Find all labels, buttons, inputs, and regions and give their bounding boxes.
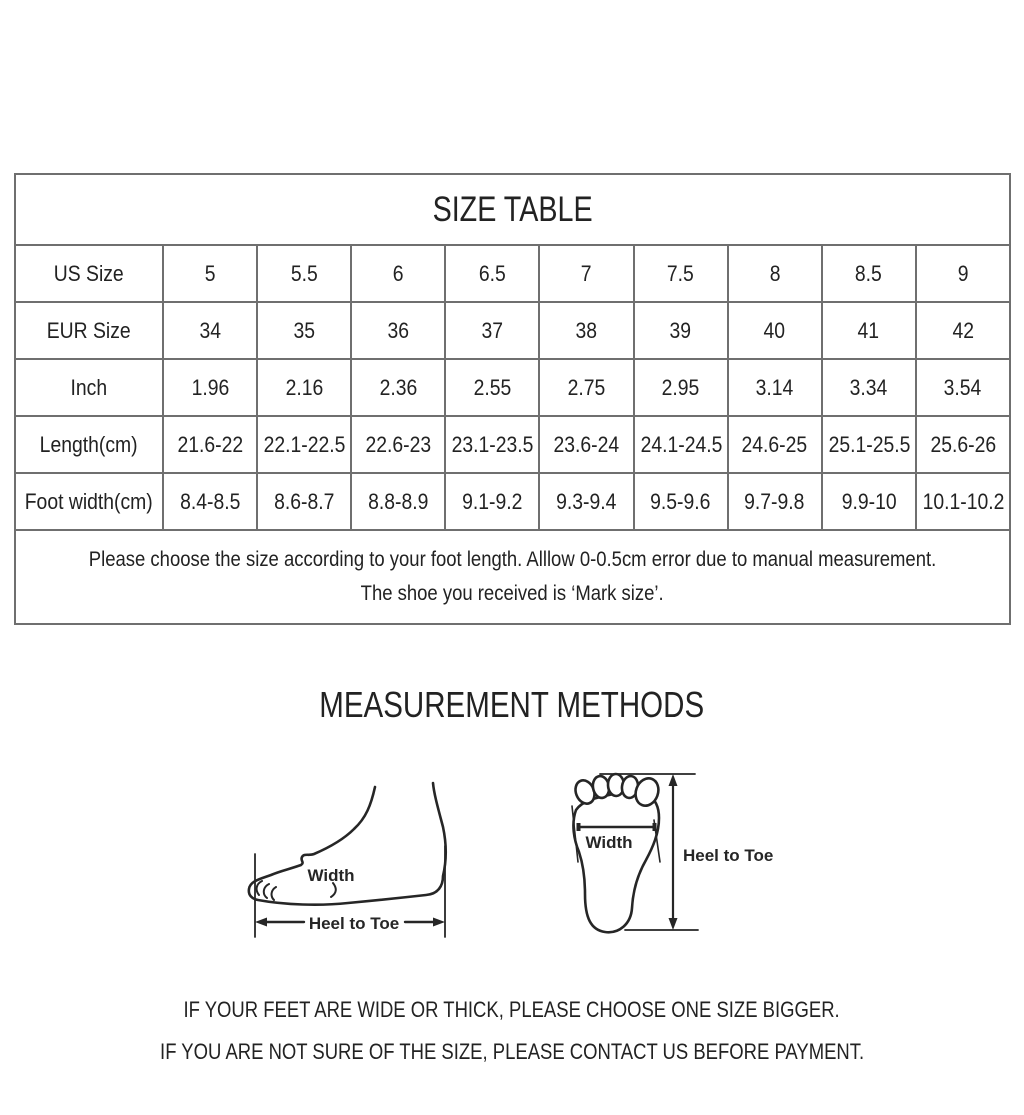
size-cell: 2.95	[634, 359, 728, 416]
size-cell: 3.34	[822, 359, 916, 416]
size-cell: 40	[728, 302, 822, 359]
size-cell: 8.4-8.5	[163, 473, 257, 530]
arrowhead-left	[255, 918, 267, 927]
size-table-note-row	[15, 530, 1010, 624]
row-label-eur-size: EUR Size	[15, 302, 163, 359]
row-label-foot-width: Foot width(cm)	[15, 473, 163, 530]
size-cell: 41	[822, 302, 916, 359]
size-cell: 10.1-10.2	[916, 473, 1010, 530]
arrowhead-down	[669, 918, 678, 930]
side-heel-to-toe-label: Heel to Toe	[308, 914, 400, 933]
size-cell: 23.1-23.5	[445, 416, 539, 473]
size-cell: 7.5	[634, 245, 728, 302]
size-cell: 1.96	[163, 359, 257, 416]
size-note	[15, 530, 1010, 624]
toe-lines	[257, 881, 276, 900]
size-cell: 2.16	[257, 359, 351, 416]
top-view-foot-diagram	[555, 748, 780, 958]
top-heel-to-toe-label: Heel to Toe	[683, 846, 774, 865]
footer-note-contact: IF YOU ARE NOT SURE OF THE SIZE, PLEASE CONTACT US BEFORE PAYMENT.	[159, 1039, 865, 1064]
footprint-outline	[572, 774, 662, 933]
size-cell: 35	[257, 302, 351, 359]
toes	[572, 774, 662, 809]
size-note-line-1: Please choose the size according to your foot length. Alllow 0-0.5cm error due to manual measurement.	[88, 548, 937, 571]
size-cell: 24.1-24.5	[634, 416, 728, 473]
size-table	[14, 173, 1011, 625]
size-table-title: SIZE TABLE	[15, 174, 1010, 245]
size-cell: 2.55	[445, 359, 539, 416]
size-cell: 9	[916, 245, 1010, 302]
table-row-eur-size	[15, 302, 1010, 359]
size-cell: 25.1-25.5	[822, 416, 916, 473]
size-cell: 7	[539, 245, 633, 302]
size-cell: 9.7-9.8	[728, 473, 822, 530]
size-cell: 9.5-9.6	[634, 473, 728, 530]
size-cell: 9.3-9.4	[539, 473, 633, 530]
size-cell: 8.5	[822, 245, 916, 302]
size-cell: 34	[163, 302, 257, 359]
size-cell: 38	[539, 302, 633, 359]
size-cell: 22.6-23	[351, 416, 445, 473]
size-table-title-row	[15, 174, 1010, 245]
size-cell: 36	[351, 302, 445, 359]
side-width-label: Width	[307, 866, 355, 885]
size-cell: 2.36	[351, 359, 445, 416]
size-cell: 23.6-24	[539, 416, 633, 473]
size-cell: 9.9-10	[822, 473, 916, 530]
table-row-us-size	[15, 245, 1010, 302]
size-cell: 3.54	[916, 359, 1010, 416]
table-row-length	[15, 416, 1010, 473]
side-view-foot-diagram	[240, 748, 470, 948]
row-label-length: Length(cm)	[15, 416, 163, 473]
size-cell: 8	[728, 245, 822, 302]
size-cell: 8.6-8.7	[257, 473, 351, 530]
arrowhead-up	[669, 774, 678, 786]
measurement-methods-title: MEASUREMENT METHODS	[319, 684, 705, 725]
size-cell: 6	[351, 245, 445, 302]
row-label-us-size: US Size	[15, 245, 163, 302]
size-cell: 37	[445, 302, 539, 359]
size-cell: 9.1-9.2	[445, 473, 539, 530]
size-cell: 5.5	[257, 245, 351, 302]
size-cell: 22.1-22.5	[257, 416, 351, 473]
size-cell: 25.6-26	[916, 416, 1010, 473]
size-cell: 6.5	[445, 245, 539, 302]
row-label-inch: Inch	[15, 359, 163, 416]
size-cell: 24.6-25	[728, 416, 822, 473]
size-cell: 8.8-8.9	[351, 473, 445, 530]
size-cell: 21.6-22	[163, 416, 257, 473]
footer-note-wide-feet: IF YOUR FEET ARE WIDE OR THICK, PLEASE CHOOSE ONE SIZE BIGGER.	[183, 997, 841, 1022]
size-note-line-2: The shoe you received is ‘Mark size’.	[361, 582, 664, 605]
table-row-inch	[15, 359, 1010, 416]
top-width-label: Width	[585, 833, 633, 852]
width-pointer-line	[331, 883, 336, 897]
foot-side-outline	[249, 783, 446, 905]
size-cell: 39	[634, 302, 728, 359]
table-row-foot-width	[15, 473, 1010, 530]
size-cell: 5	[163, 245, 257, 302]
size-cell: 2.75	[539, 359, 633, 416]
size-cell: 42	[916, 302, 1010, 359]
size-cell: 3.14	[728, 359, 822, 416]
arrowhead-right	[433, 918, 445, 927]
